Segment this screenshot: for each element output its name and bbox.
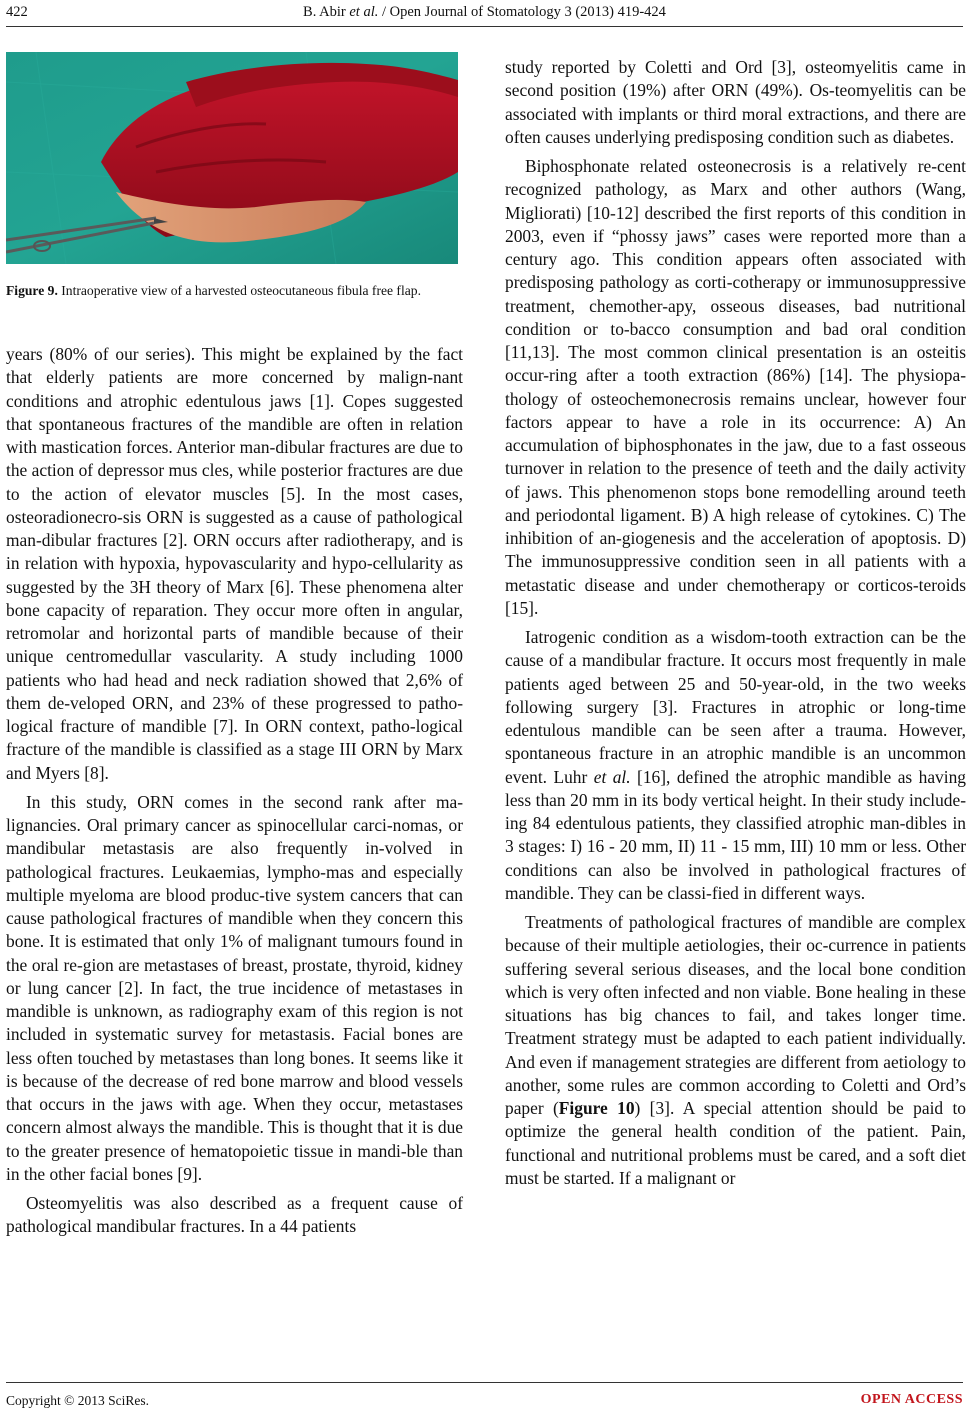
paragraph <box>505 626 966 905</box>
text-run: Treatments of pathological fractures of mandible are complex because of their multiple aetiologies, their oc-currence in patients suffering several serious diseases, and the local bone condition which is very often infected and non viable. Bone healing in these situations has big chances to fail, and takes longer time. Treatment strategy must be adapted to each patient individually. And even if management strategies are different from aetiology to another, some rules are common according to Coletti and Ord’s paper ( <box>505 912 966 1118</box>
page-number: 422 <box>6 4 28 20</box>
figure-reference: Figure 10 <box>558 1098 635 1118</box>
paragraph: years (80% of our series). This might be explained by the fact that elderly patients are more concerned by malign-nant conditions and atrophic edentulous jaws [1]. Copes suggested that spontaneous fractures of the mandible are often in relation with mastication forces. Anterior man-dibular fractures are due to the action of depressor mus cles, while posterior fractures are due to the action of elevator muscles [5]. In the most cases, osteoradionecro-sis ORN is suggested as a cause of pathological man-dibular fractures [2]. ORN occurs after radiotherapy, and is in relation with hypoxia, hypovascularity and hypo-cellularity as suggested by the 3H theory of Marx [6]. These phenomena alter bone capacity of reparation. They occur more often in angular, retromolar and horizontal parts of mandible because of their unique centromedullar vascularity. A study including 1000 patients who had head and neck radiation showed that 2,6% of them de-veloped ORN, and 23% of these progressed to patho-logical fracture of mandible [7]. In ORN context, patho-logical fracture of the mandible is classified as a stage III ORN by Marx and Myers [8]. <box>6 344 463 783</box>
running-title <box>6 4 963 21</box>
paragraph: Biphosphonate related osteonecrosis is a relatively re-cent recognized pathology, as Marx and other authors (Wang, Migliorati) [10-12] described the first reports of this condition in 2003, even if “phossy jaws” cases were reported more than a century ago. This condition appears often associated with predisposing pathology as corti-cotherapy or immunosuppressive treatment, chemother-apy, osseous diseases, bad nutritional condition or to-bacco consumption and bad oral condition [11,13]. The most common clinical presentation is an osteitis occur-ring after a tooth extraction (86%) [14]. The physiopa-thology of osteochemonecrosis remains unclear, however four factors appear to have a role in its occurrence: A) An accumulation of biphosphonates in the jaw, due to a fast osseous turnover in relation to the presence of teeth and the daily activity of jaws. This phenomenon stops bone remodelling around teeth and periodontal ligament. B) A high release of cytokines. C) The inhibition of an-giogenesis and the acceleration of apoptosis. D) The immunosuppressive condition seen in all patients with a metastatic disease and under chemotherapy or corticos-teroids [15]. <box>505 156 966 618</box>
paragraph <box>505 911 966 1190</box>
paragraph: study reported by Coletti and Ord [3], osteomyelitis came in second position (19%) after ORN (49%). Os-teomyelitis can be associated with implants or third moral extractions, and there are often causes underlying predisposing condition such as diabetes. <box>505 57 966 147</box>
header-journal: / Open Journal of Stomatology 3 (2013) 419-424 <box>382 4 666 20</box>
right-column <box>505 56 966 1196</box>
header-etal: et al. <box>349 4 379 20</box>
open-access-label: OPEN ACCESS <box>860 1392 963 1407</box>
left-column <box>6 343 463 1245</box>
text-run: Iatrogenic condition as a wisdom-tooth extraction can be the cause of a mandibular fracture. It occurs most frequently in male patients aged between 25 and 50-year-old, in the two weeks following surgery [3]. Fractures in atrophic or long-time edentulous mandible can be seen after a trauma. However, spontaneous fracture in an atrophic mandible is an uncommon event. Luhr <box>505 627 966 787</box>
paragraph: In this study, ORN comes in the second rank after ma-lignancies. Oral primary cancer as spinocellular carci-nomas, or mandibular metastasis are also frequently in-volved in pathological fractures. Leukaemias, lympho-mas and especially multiple myeloma are blood produc-tive system cancers that can cause pathological fractures of mandible when they concern this bone. It is estimated that only 1% of malignant tumours found in the oral re-gion are metastases of breast, prostate, thyroid, kidney or lung cancer [2]. In fact, the true incidence of metastases in mandible is unknown, as radiography exam of this region is not included in systematic survey for metastasis. Facial bones are less often touched by metastases than long bones. It seems like it is because of the decrease of red bone marrow and blood vessels that occurs in the jaws with age. When they occur, metastases concern almost always the mandible. This is thought that it is due to the greater presence of hematopoietic tissue in mandi-ble than in the other facial bones [9]. <box>6 791 463 1184</box>
running-header <box>6 4 963 26</box>
header-authors: B. Abir <box>303 4 346 20</box>
text-run: ) [3]. A special attention should be paid to optimize the general health condition of the patient. Pain, functional and nutritional problems must be cared, and a soft diet must be started. If a malignant or <box>505 1098 966 1188</box>
footer-rule <box>6 1382 963 1383</box>
figure-caption-text: Intraoperative view of a harvested osteocutaneous fibula free flap. <box>61 283 421 298</box>
etal-italic: et al. <box>593 766 631 787</box>
figure-label: Figure 9. <box>6 283 58 298</box>
copyright-notice: Copyright © 2013 SciRes. <box>6 1393 150 1408</box>
figure-caption <box>6 281 462 300</box>
figure-9-photo <box>6 52 458 264</box>
text-run: [16], defined the atrophic mandible as having less than 20 mm in its body vertical height. In their study include-ing 84 edentulous patients, they classified atrophic man-dibles in 3 stages: I) 16 - 20 mm, II) 11 - 15 mm, III) 10 mm or less. Other conditions can also be involved in pathological fractures of mandible. They can be classi-fied in different ways. <box>505 766 966 903</box>
paragraph: Osteomyelitis was also described as a frequent cause of pathological mandibular fractures. In a 44 patients <box>6 1193 463 1237</box>
header-rule <box>6 26 963 27</box>
